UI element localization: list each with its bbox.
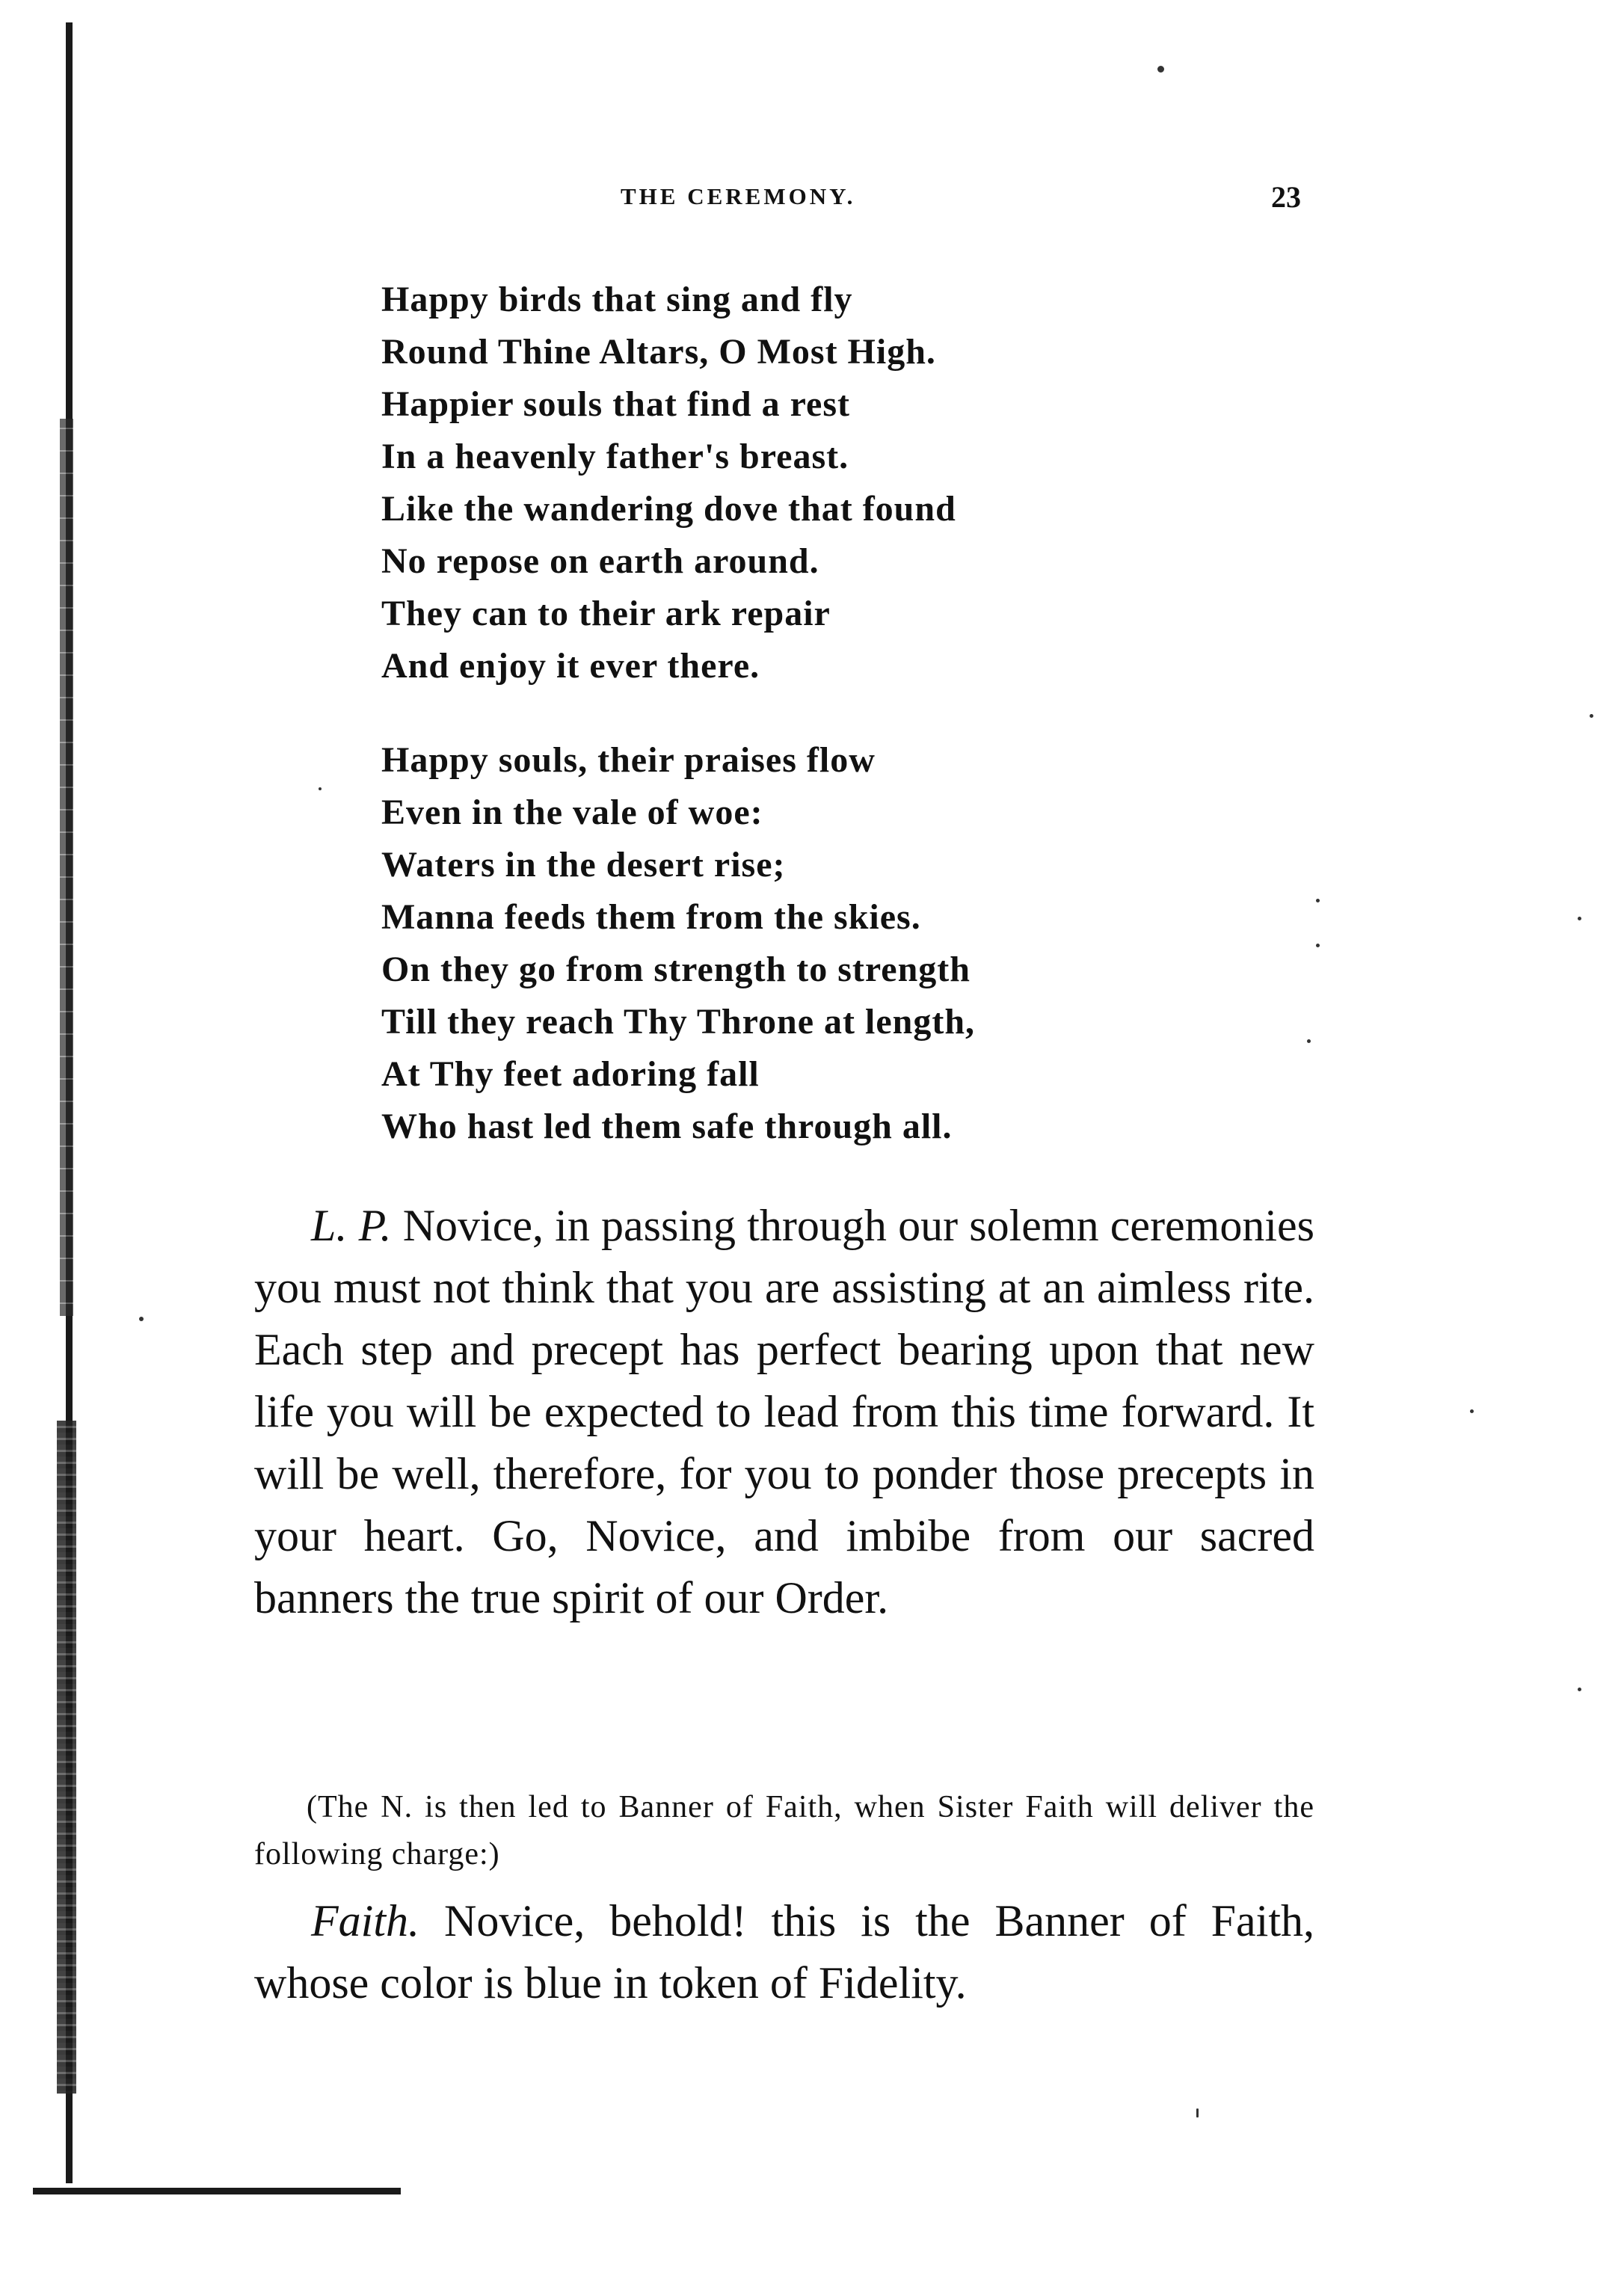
scan-speck — [1307, 1039, 1311, 1043]
verse-line: Round Thine Altars, O Most High. — [381, 332, 936, 372]
scan-speck — [1316, 944, 1320, 947]
scan-speck — [1157, 66, 1164, 73]
verse-line: At Thy feet adoring fall — [381, 1054, 760, 1094]
hymn-stanza-2 — [381, 734, 975, 1153]
scan-speck — [319, 787, 322, 790]
verse-line: Manna feeds them from the skies. — [381, 897, 921, 937]
page-bottom-edge — [33, 2188, 401, 2194]
lp-speech — [254, 1195, 1314, 1629]
binding-shadow-lower — [57, 1421, 76, 2094]
scan-speck — [1316, 899, 1320, 902]
verse-line: Happier souls that find a rest — [381, 384, 850, 424]
scan-speck — [1578, 917, 1581, 920]
scan-speck — [139, 1317, 144, 1321]
verse-line: No repose on earth around. — [381, 541, 819, 581]
lp-speech-text: Novice, in passing through our solemn ceremonies you must not think that you are assisting at an aimless rite. Each step and precept has perfect bearing upon that new life you will be expected to lead from this time forward. It will be well, therefore, for you to ponder those precepts in your heart. Go, Novice, and imbibe from our sacred banners the true spirit of our Order. — [254, 1201, 1314, 1622]
faith-speech-text: Novice, behold! this is the Banner of Faith, whose color is blue in token of Fidelity. — [254, 1896, 1314, 2008]
verse-line: Till they reach Thy Throne at length, — [381, 1002, 976, 1042]
faith-speech — [254, 1890, 1314, 2014]
verse-line: In a heavenly father's breast. — [381, 437, 849, 476]
hymn-stanza-1 — [381, 274, 956, 692]
running-head-title: THE CEREMONY. — [621, 183, 856, 209]
verse-line: Waters in the desert rise; — [381, 845, 786, 885]
verse-line: Who hast led them safe through all. — [381, 1107, 953, 1146]
scan-speck — [1578, 1688, 1581, 1691]
binding-shadow — [60, 419, 73, 1316]
verse-line: Like the wandering dove that found — [381, 489, 956, 529]
speaker-lp: L. P. — [311, 1201, 392, 1250]
scan-speck — [1196, 2108, 1199, 2117]
verse-line: Happy birds that sing and fly — [381, 280, 853, 319]
verse-line: On they go from strength to strength — [381, 950, 971, 989]
stage-direction: (The N. is then led to Banner of Faith, when Sister Faith will deliver the following charge:) — [254, 1790, 1314, 1871]
verse-line: And enjoy it ever there. — [381, 646, 760, 686]
verse-line: They can to their ark repair — [381, 594, 831, 633]
scan-speck — [1590, 714, 1593, 718]
speaker-faith: Faith. — [311, 1896, 419, 1946]
page-number: 23 — [1271, 180, 1301, 214]
verse-line: Happy souls, their praises flow — [381, 740, 876, 780]
scan-speck — [1470, 1409, 1474, 1413]
verse-line: Even in the vale of woe: — [381, 793, 763, 832]
